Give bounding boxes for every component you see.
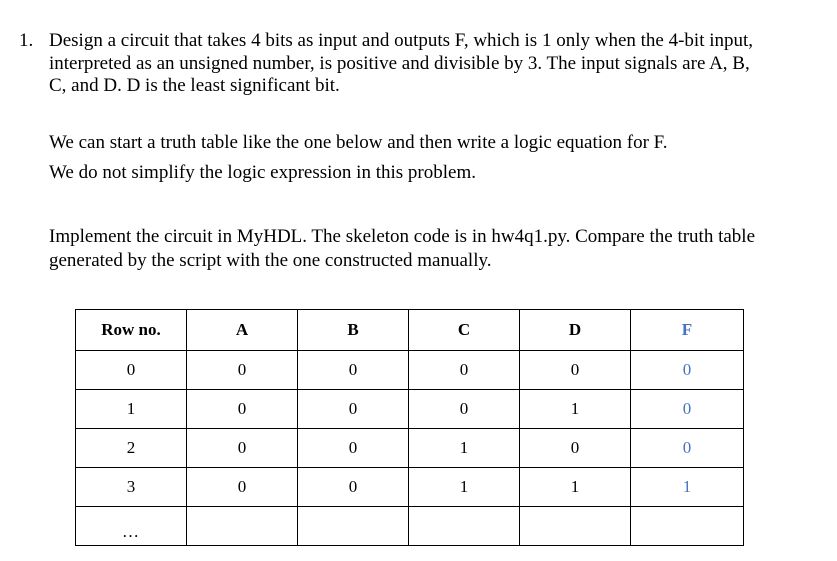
- cell-empty: [631, 507, 744, 546]
- table-row: [76, 351, 744, 390]
- cell-d: 0: [520, 429, 631, 468]
- cell-b: 0: [298, 468, 409, 507]
- cell-c: 0: [409, 351, 520, 390]
- cell-f: 1: [631, 468, 744, 507]
- header-a: A: [187, 310, 298, 351]
- cell-b: 0: [298, 429, 409, 468]
- header-row-no: Row no.: [76, 310, 187, 351]
- cell-c: 0: [409, 390, 520, 429]
- instruction-line: We can start a truth table like the one below and then write a logic equation for F.: [49, 132, 668, 153]
- cell-b: 0: [298, 390, 409, 429]
- myhdl-instructions: [49, 225, 819, 273]
- header-c: C: [409, 310, 520, 351]
- cell-empty: [409, 507, 520, 546]
- table-row: [76, 390, 744, 429]
- table-row-ellipsis: [76, 507, 744, 546]
- cell-d: 0: [520, 351, 631, 390]
- cell-d: 1: [520, 390, 631, 429]
- header-f: F: [631, 310, 744, 351]
- instruction-line: generated by the script with the one constructed manually.: [49, 250, 492, 271]
- header-d: D: [520, 310, 631, 351]
- instruction-line: We do not simplify the logic expression in this problem.: [49, 162, 476, 183]
- cell-row-no: 1: [76, 390, 187, 429]
- cell-ellipsis: [76, 507, 187, 546]
- cell-row-no: 2: [76, 429, 187, 468]
- cell-f: 0: [631, 351, 744, 390]
- table-header-row: [76, 310, 744, 351]
- ellipsis-text: …: [122, 522, 140, 541]
- cell-d: 1: [520, 468, 631, 507]
- problem-line: C, and D. D is the least significant bit.: [49, 75, 340, 96]
- cell-a: 0: [187, 468, 298, 507]
- problem-line: Design a circuit that takes 4 bits as input and outputs F, which is 1 only when the 4-bit input,: [49, 30, 754, 51]
- cell-a: 0: [187, 429, 298, 468]
- table-row: [76, 429, 744, 468]
- cell-a: 0: [187, 390, 298, 429]
- cell-empty: [520, 507, 631, 546]
- cell-a: 0: [187, 351, 298, 390]
- cell-b: 0: [298, 351, 409, 390]
- truth-table-instructions: [49, 128, 819, 188]
- cell-f: 0: [631, 429, 744, 468]
- header-b: B: [298, 310, 409, 351]
- problem-number: 1.: [19, 30, 34, 51]
- problem-text: [49, 30, 819, 98]
- truth-table: [75, 309, 744, 546]
- table-row: [76, 468, 744, 507]
- cell-row-no: 0: [76, 351, 187, 390]
- cell-empty: [298, 507, 409, 546]
- cell-c: 1: [409, 468, 520, 507]
- cell-row-no: 3: [76, 468, 187, 507]
- cell-empty: [187, 507, 298, 546]
- cell-f: 0: [631, 390, 744, 429]
- cell-c: 1: [409, 429, 520, 468]
- instruction-line: Implement the circuit in MyHDL. The skeleton code is in hw4q1.py. Compare the truth table: [49, 226, 756, 247]
- problem-line: interpreted as an unsigned number, is positive and divisible by 3. The input signals are A, B,: [49, 52, 750, 74]
